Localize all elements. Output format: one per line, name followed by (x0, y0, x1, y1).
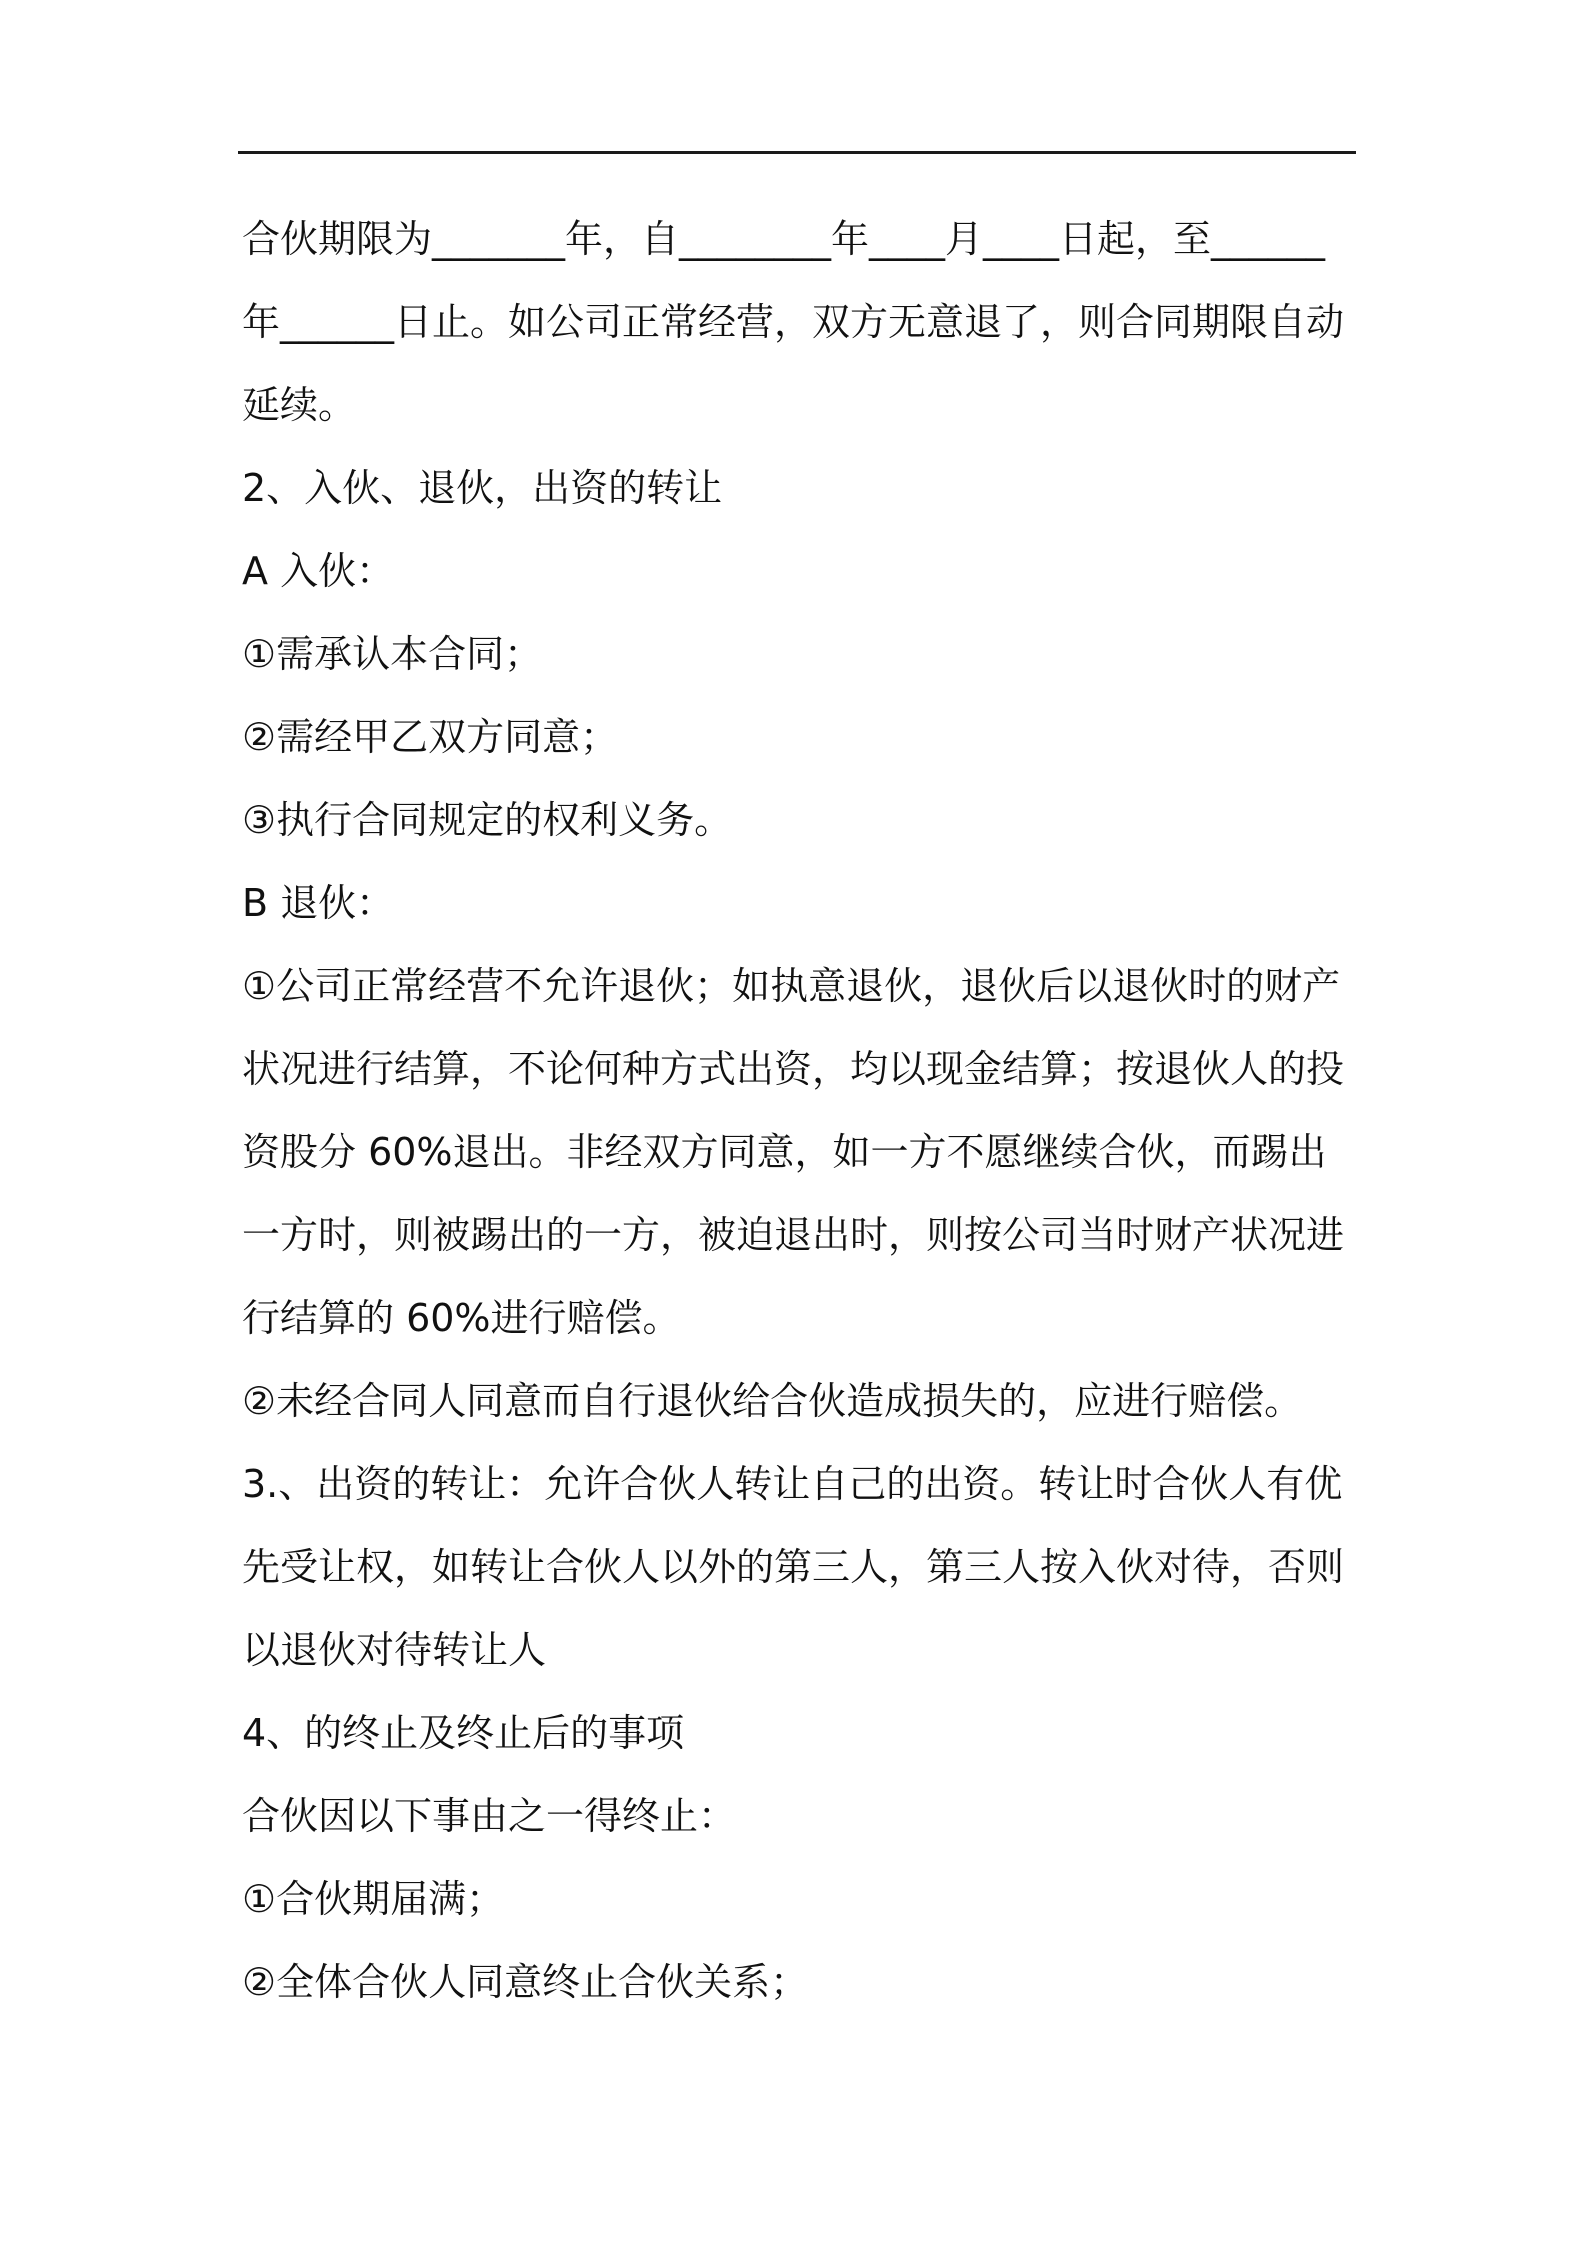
section-3-paragraph: 3.、出资的转让：允许合伙人转让自己的出资。转让时合伙人有优先受让权，如转让合伙人以外的第三人，第三人按入伙对待，否则以退伙对待转让人 (242, 1462, 1345, 1672)
list-item: ①合伙期届满； (242, 1877, 505, 1921)
list-item: ①公司正常经营不允许退伙；如执意退伙，退伙后以退伙时的财产状况进行结算，不论何种方式出资，均以现金结算；按退伙人的投资股分 60%退出。非经双方同意，如一方不愿继续合伙，而踢出一方时，则被踢出的一方，被迫退出时，则按公司当时财产状况进行结算的 60%进行赔偿。 (242, 964, 1345, 1340)
list-item: ②全体合伙人同意终止合伙关系； (242, 1960, 809, 2004)
section-2-heading: 2、入伙、退伙，出资的转让 (242, 466, 723, 510)
list-item: ③执行合同规定的权利义务。 (242, 798, 733, 842)
term-paragraph: 合伙期限为_______年，自________年____月____日起，至______年______日止。如公司正常经营，双方无意退了，则合同期限自动延续。 (242, 217, 1345, 427)
termination-intro: 合伙因以下事由之一得终止： (242, 1794, 737, 1838)
subsection-a-heading: A 入伙： (242, 549, 395, 593)
subsection-b-heading: B 退伙： (242, 881, 395, 925)
list-item: ②未经合同人同意而自行退伙给合伙造成损失的，应进行赔偿。 (242, 1379, 1303, 1423)
document-body (242, 198, 1362, 2024)
list-item: ②需经甲乙双方同意； (242, 715, 619, 759)
list-item: ①需承认本合同； (242, 632, 543, 676)
header-divider (238, 151, 1356, 154)
section-4-heading: 4、的终止及终止后的事项 (242, 1711, 685, 1755)
